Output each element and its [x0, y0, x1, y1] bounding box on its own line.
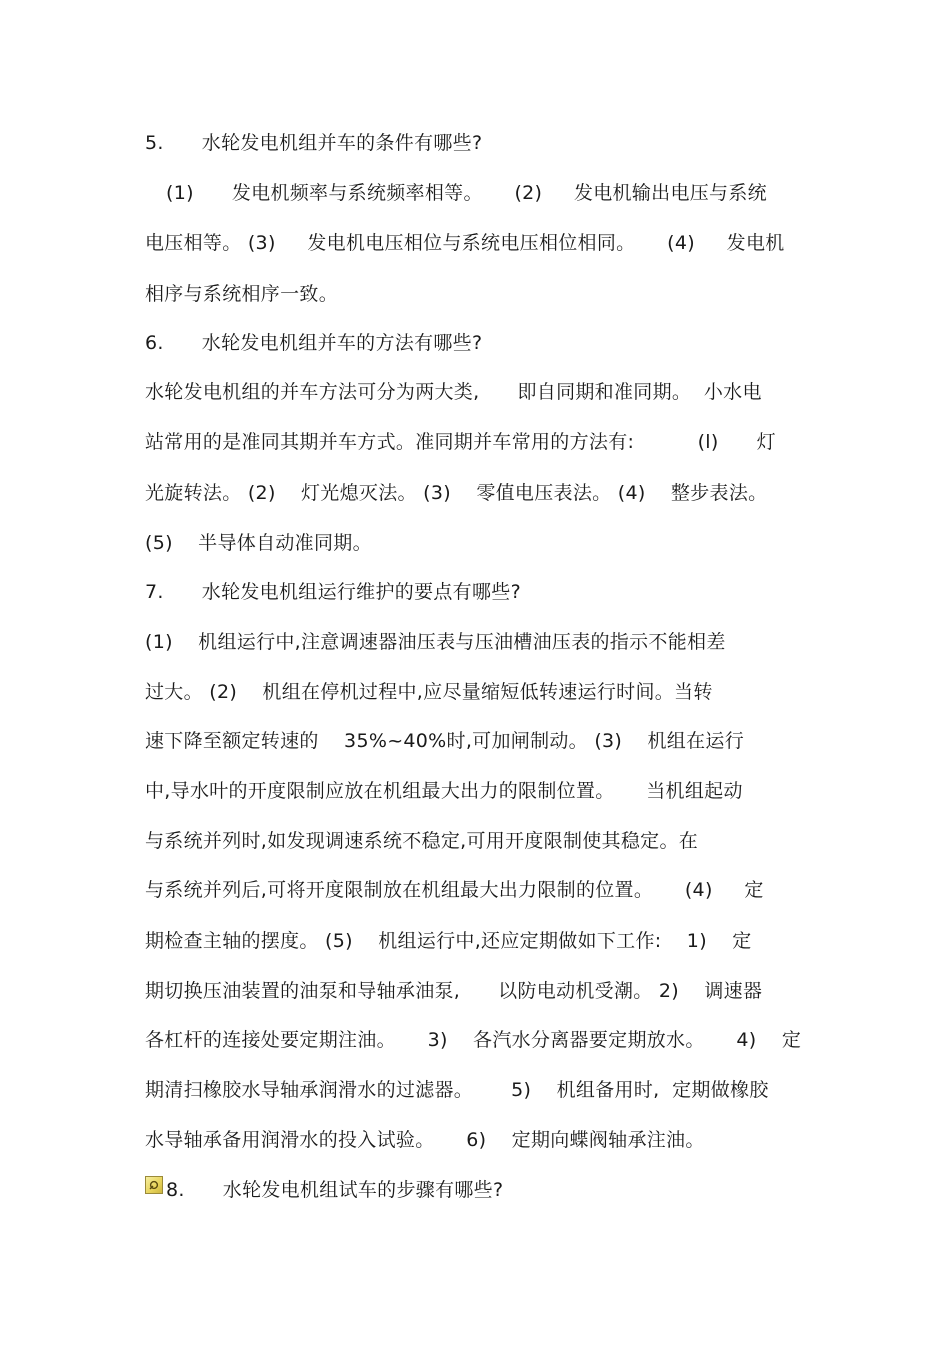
text-line: 6. 水轮发电机组并车的方法有哪些?	[145, 332, 483, 354]
text-line: 电压相等。 (3) 发电机电压相位与系统电压相位相同。 (4) 发电机	[145, 232, 785, 254]
text-line: (1) 机组运行中,注意调速器油压表与压油槽油压表的指示不能相差	[145, 631, 726, 653]
text-line: 光旋转法。 (2) 灯光熄灭法。 (3) 零值电压表法。 (4) 整步表法。	[145, 482, 768, 504]
text-line: 水导轴承备用润滑水的投入试验。 6) 定期向蝶阀轴承注油。	[145, 1129, 705, 1151]
text-line: 各杠杆的连接处要定期注油。 3) 各汽水分离器要定期放水。 4) 定	[145, 1029, 802, 1051]
text-line: 8. 水轮发电机组试车的步骤有哪些?	[166, 1179, 504, 1201]
text-line: 期检查主轴的摆度。 (5) 机组运行中,还应定期做如下工作: 1) 定	[145, 930, 752, 952]
text-line: (5) 半导体自动准同期。	[145, 532, 372, 554]
text-line: 与系统并列后,可将开度限制放在机组最大出力限制的位置。 (4) 定	[145, 879, 764, 901]
text-line: 站常用的是准同其期并车方式。准同期并车常用的方法有: (l) 灯	[145, 431, 776, 453]
text-line: 过大。 (2) 机组在停机过程中,应尽量缩短低转速运行时间。当转	[145, 681, 713, 703]
note-icon[interactable]	[145, 1176, 163, 1194]
text-line: 5. 水轮发电机组并车的条件有哪些?	[145, 132, 483, 154]
text-line: 相序与系统相序一致。	[145, 283, 339, 305]
text-line: (1) 发电机频率与系统频率相等。 (2) 发电机输出电压与系统	[166, 182, 767, 204]
text-line: 与系统并列时,如发现调速系统不稳定,可用开度限制使其稳定。在	[145, 830, 699, 852]
text-line: 中,导水叶的开度限制应放在机组最大出力的限制位置。 当机组起动	[145, 780, 743, 802]
text-line: 期切换压油装置的油泵和导轴承油泵, 以防电动机受潮。 2) 调速器	[145, 980, 763, 1002]
text-line: 水轮发电机组的并车方法可分为两大类, 即自同期和准同期。 小水电	[145, 381, 762, 403]
text-line: 速下降至额定转速的 35%~40%时,可加闸制动。 (3) 机组在运行	[145, 730, 744, 752]
text-line: 7. 水轮发电机组运行维护的要点有哪些?	[145, 581, 521, 603]
text-line: 期清扫橡胶水导轴承润滑水的过滤器。 5) 机组备用时, 定期做橡胶	[145, 1079, 769, 1101]
